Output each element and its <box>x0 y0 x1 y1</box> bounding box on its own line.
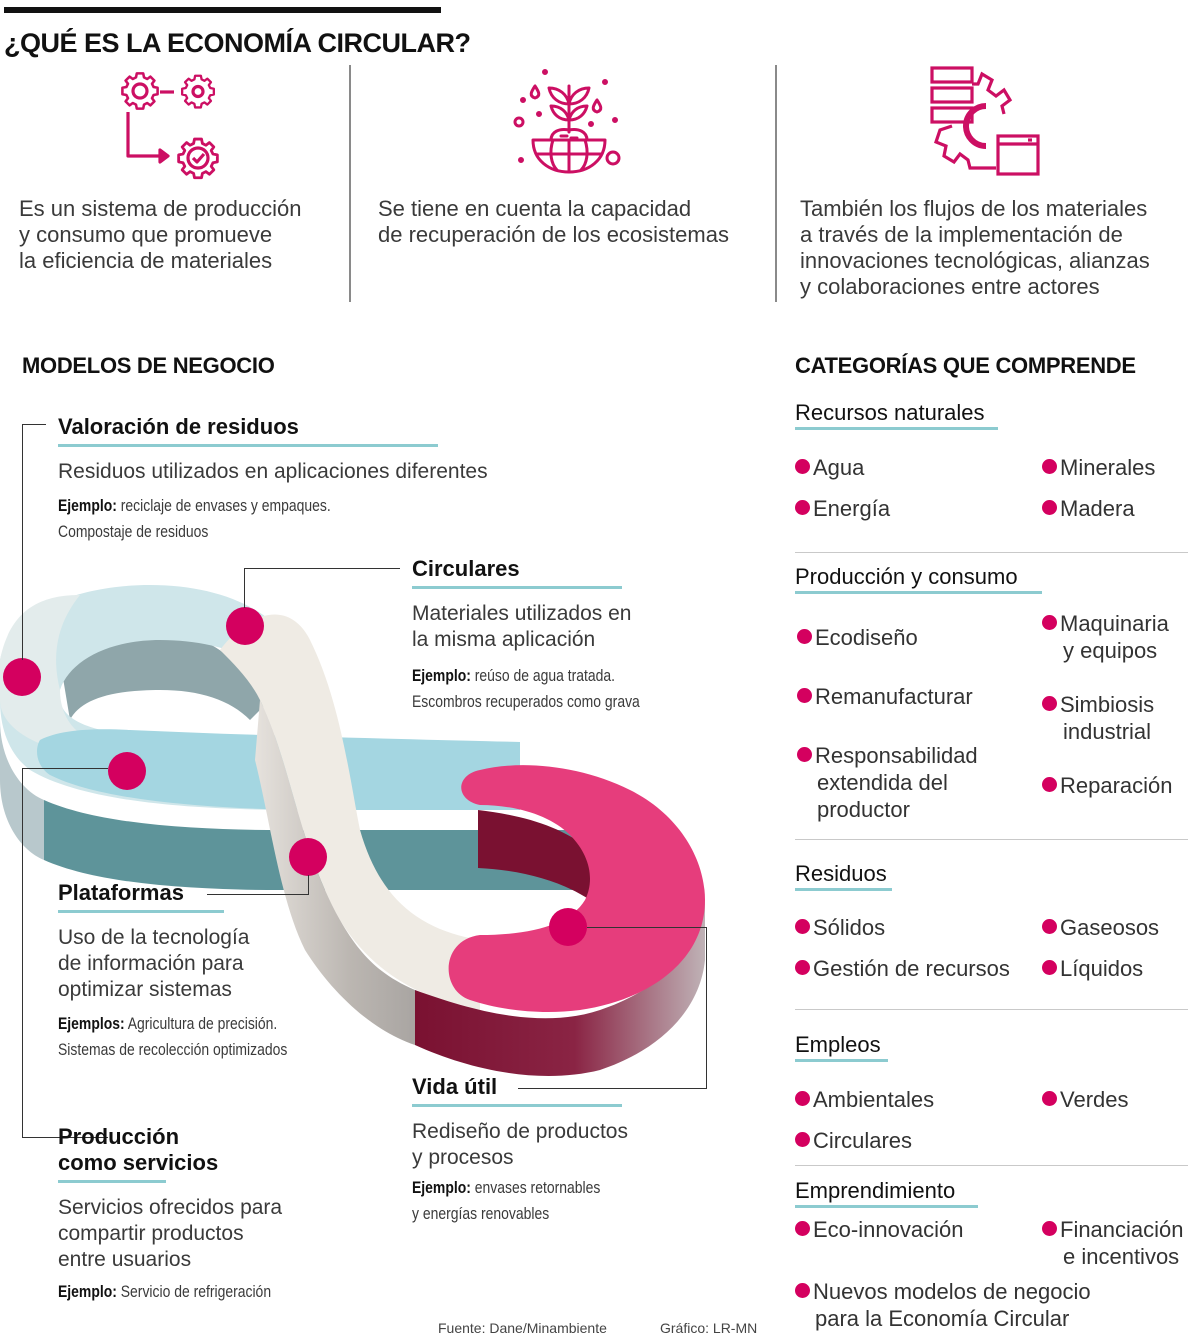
intro-text-2: Se tiene en cuenta la capacidad de recuperación de los ecosistemas <box>378 196 729 247</box>
model-example-line: y energías renovables <box>412 1204 550 1223</box>
bullet-dot-icon <box>1042 777 1057 792</box>
model-title: Circulares <box>412 556 520 581</box>
title-underline <box>795 1205 978 1208</box>
bullet-dot-icon <box>795 1221 810 1236</box>
graphic-credit: Gráfico: LR-MN <box>660 1320 758 1336</box>
model-example: Ejemplo: reciclaje de envases y empaques. <box>58 496 331 515</box>
database-gear-icon <box>930 66 1045 178</box>
model-vida-util <box>412 1074 712 1227</box>
category-item: Líquidos <box>1042 955 1143 982</box>
title-underline <box>795 1059 888 1062</box>
bullet-dot-icon <box>795 500 810 515</box>
category-item: Gaseosos <box>1042 914 1159 941</box>
title-underline <box>795 591 1042 594</box>
model-description: Residuos utilizados en aplicaciones diferentes <box>58 460 488 483</box>
model-example: Ejemplo: envases retornables <box>412 1178 601 1197</box>
model-example: Ejemplo: reúso de agua tratada. <box>412 666 616 685</box>
category-item: Ambientales <box>795 1086 934 1113</box>
category-item: Sólidos <box>795 914 885 941</box>
connector-vida-util <box>518 927 707 1089</box>
source-credit: Fuente: Dane/Minambiente <box>438 1320 607 1336</box>
model-example: Ejemplos: Agricultura de precisión. <box>58 1014 278 1033</box>
category-item: Reparación <box>1042 772 1173 799</box>
bullet-dot-icon <box>795 1132 810 1147</box>
category-divider <box>795 1165 1188 1166</box>
bullet-dot-icon <box>1042 615 1057 630</box>
category-item: Nuevos modelos de negocio para la Economía Circular <box>795 1278 1091 1332</box>
model-plataformas <box>58 880 358 1063</box>
categories-title: CATEGORÍAS QUE COMPRENDE <box>795 353 1136 378</box>
category-divider <box>795 1009 1188 1010</box>
model-example-line: Compostaje de residuos <box>58 522 209 541</box>
model-example: Ejemplo: Servicio de refrigeración <box>58 1282 272 1301</box>
category-item: Verdes <box>1042 1086 1129 1113</box>
title-underline <box>795 427 998 430</box>
model-valoracion-residuos <box>58 414 508 545</box>
model-description: Materiales utilizados en la misma aplicación <box>412 602 632 651</box>
category-item: Ecodiseño <box>797 624 918 651</box>
category-item: Agua <box>795 454 864 481</box>
title-underline <box>58 1180 166 1183</box>
model-produccion-servicios <box>58 1124 358 1305</box>
category-item: Circulares <box>795 1127 912 1154</box>
model-title: Producción como servicios <box>58 1124 219 1175</box>
bullet-dot-icon <box>795 960 810 975</box>
model-title: Valoración de residuos <box>58 414 299 439</box>
model-example-line: Sistemas de recolección optimizados <box>58 1040 288 1059</box>
model-example-line: Escombros recuperados como grava <box>412 692 640 711</box>
bullet-dot-icon <box>1042 919 1057 934</box>
title-underline <box>58 910 224 913</box>
bullet-dot-icon <box>1042 1221 1057 1236</box>
category-item: Energía <box>795 495 890 522</box>
bullet-dot-icon <box>795 459 810 474</box>
bullet-dot-icon <box>797 688 812 703</box>
category-item: Simbiosis industrial <box>1042 691 1154 745</box>
category-title-empleos: Empleos <box>795 1032 881 1057</box>
category-item: Maquinaria y equipos <box>1042 610 1169 664</box>
bullet-dot-icon <box>795 1283 810 1298</box>
category-item: Eco-innovación <box>795 1216 963 1243</box>
category-title-residuos: Residuos <box>795 861 887 886</box>
category-item: Responsabilidad extendida del productor <box>797 742 978 823</box>
model-circulares <box>412 556 712 715</box>
bullet-dot-icon <box>795 919 810 934</box>
category-item: Madera <box>1042 495 1135 522</box>
category-item: Financiación e incentivos <box>1042 1216 1184 1270</box>
category-title-recursos: Recursos naturales <box>795 400 985 425</box>
category-title-produccion: Producción y consumo <box>795 564 1018 589</box>
model-title: Vida útil <box>412 1074 498 1099</box>
bullet-dot-icon <box>1042 696 1057 711</box>
column-divider <box>349 65 351 302</box>
intro-text-3: También los flujos de los materiales a través de la implementación de innovaciones tecnológicas, alianzas y colaboraciones entre actores <box>800 196 1150 299</box>
category-item: Gestión de recursos <box>795 955 1010 982</box>
model-title: Plataformas <box>58 880 184 905</box>
bullet-dot-icon <box>797 629 812 644</box>
category-divider <box>795 839 1188 840</box>
bullet-dot-icon <box>797 747 812 762</box>
connector-vida-util-top <box>587 927 707 928</box>
category-title-emprendimiento: Emprendimiento <box>795 1178 956 1203</box>
bullet-dot-icon <box>795 1091 810 1106</box>
model-description: Rediseño de productos y procesos <box>412 1120 628 1169</box>
bullet-dot-icon <box>1042 960 1057 975</box>
model-description: Uso de la tecnología de información para optimizar sistemas <box>58 926 250 1001</box>
category-item: Remanufacturar <box>797 683 973 710</box>
title-underline <box>795 888 892 891</box>
title-underline <box>412 1104 622 1107</box>
page-title: ¿QUÉ ES LA ECONOMÍA CIRCULAR? <box>4 28 471 58</box>
title-underline <box>412 586 622 589</box>
intro-text-1: Es un sistema de producción y consumo que promueve la eficiencia de materiales <box>19 196 302 273</box>
plant-globe-icon <box>513 64 625 174</box>
business-models-title: MODELOS DE NEGOCIO <box>22 353 275 378</box>
gears-process-icon <box>118 68 228 180</box>
column-divider <box>775 65 777 302</box>
bullet-dot-icon <box>1042 500 1057 515</box>
category-item: Minerales <box>1042 454 1155 481</box>
connector-valoracion <box>22 424 46 660</box>
model-description: Servicios ofrecidos para compartir productos entre usuarios <box>58 1196 283 1271</box>
bullet-dot-icon <box>1042 1091 1057 1106</box>
title-underline <box>58 444 438 447</box>
category-divider <box>795 552 1188 553</box>
top-rule <box>4 7 441 13</box>
connector-circulares <box>244 568 400 608</box>
bullet-dot-icon <box>1042 459 1057 474</box>
